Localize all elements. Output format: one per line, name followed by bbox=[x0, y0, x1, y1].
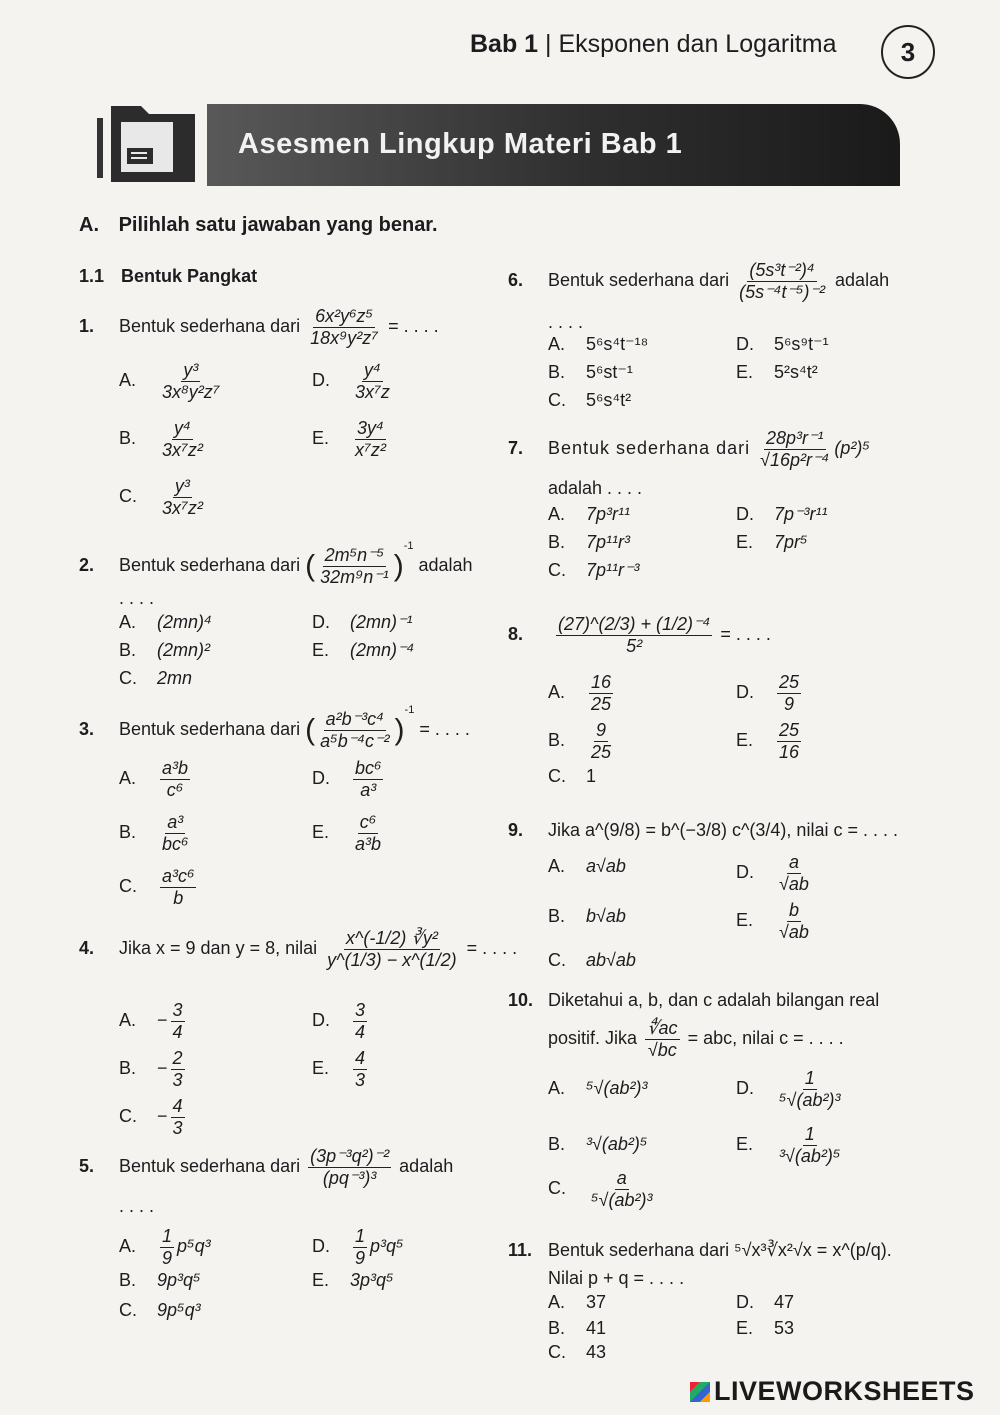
q6-fraction: $\frac{\text{(5s³t⁻²)⁴}}{\text{(5s⁻⁴t⁻⁵)⁻²}}$ bbox=[739, 260, 826, 302]
q1-option-d[interactable]: D. $\frac{\text{y⁴}}{\text{3x⁷z}}$ bbox=[312, 360, 390, 402]
chapter-label: Bab 1 bbox=[470, 30, 539, 58]
section-instruction: A. Pilihlah satu jawaban yang benar. bbox=[79, 214, 438, 236]
q10-fraction: $\frac{∜ac}{√bc}$ bbox=[647, 1018, 678, 1060]
question-1: 1. Bentuk sederhana dari $\frac{\text{6x²y⁶z⁵}}{\text{18x⁹y²z⁷}}$ = . . . . bbox=[79, 306, 439, 348]
q10-option-b[interactable]: B. ³√(ab²)⁵ bbox=[548, 1134, 648, 1154]
q7-option-c[interactable]: C. 7p¹¹r⁻³ bbox=[548, 560, 640, 580]
q10-option-e[interactable]: E. $\frac{1}{\text{³√(ab²)⁵}}$ bbox=[736, 1124, 841, 1166]
q5-option-b[interactable]: B. 9p³q⁵ bbox=[119, 1270, 201, 1290]
q2-option-d[interactable]: D. (2mn)⁻¹ bbox=[312, 612, 413, 632]
q4-fraction: $\frac{\text{x\textasciicircum{}(-1/2) ∛y²}}{y\^{}(1/3) - x\^{}(1/2)}$ bbox=[327, 928, 457, 970]
q11-line2: Nilai p + q = . . . . bbox=[548, 1268, 685, 1288]
page-number: 3 bbox=[881, 25, 935, 79]
q11-option-c[interactable]: C. 43 bbox=[548, 1342, 607, 1362]
q10-option-c[interactable]: C. $\frac{a}{\text{⁵√(ab²)³}}$ bbox=[548, 1168, 653, 1210]
q8-option-b[interactable]: B. $\frac{9}{25}$ bbox=[548, 720, 612, 762]
subsection-heading: 1.1 Bentuk Pangkat bbox=[79, 266, 258, 286]
q9-option-a[interactable]: A. a√ab bbox=[548, 856, 626, 876]
q2-option-c[interactable]: C. 2mn bbox=[119, 668, 193, 688]
q4-option-d[interactable]: D. $\frac{3}{4}$ bbox=[312, 1000, 366, 1042]
q9-option-d[interactable]: D. $\frac{a}{√ab}$ bbox=[736, 852, 809, 894]
q9-option-e[interactable]: E. $\frac{b}{√ab}$ bbox=[736, 900, 809, 942]
q11-option-d[interactable]: D. 47 bbox=[736, 1292, 795, 1312]
question-4: 4. Jika x = 9 dan y = 8, nilai $\frac{\text{x\textasciicircum{}(-1/2) ∛y²}}{y\^{}(1/3) - x\^{}(1/2)}$ = . . . . bbox=[79, 928, 518, 970]
q3-option-c[interactable]: C. $\frac{\text{a³c⁶}}{b}$ bbox=[119, 866, 195, 908]
q1-fraction: $\frac{\text{6x²y⁶z⁵}}{\text{18x⁹y²z⁷}}$ bbox=[310, 306, 379, 348]
q7-fraction: $\frac{\text{28p³r⁻¹}}{\text{√16p²r⁻⁴}}$ bbox=[760, 428, 830, 470]
q10-option-a[interactable]: A. ⁵√(ab²)³ bbox=[548, 1078, 648, 1098]
q2-option-b[interactable]: B. (2mn)² bbox=[119, 640, 210, 660]
q5-option-a[interactable]: A. $\frac{1}{9}$ p⁵q³ bbox=[119, 1226, 211, 1268]
q2-fraction: $\frac{\text{2m⁵n⁻⁵}}{\text{32m⁹n⁻¹}}$ bbox=[320, 545, 389, 587]
q7-option-e[interactable]: E. 7pr⁵ bbox=[736, 532, 808, 552]
q4-option-e[interactable]: E. $\frac{4}{3}$ bbox=[312, 1048, 366, 1090]
question-11: 11. Bentuk sederhana dari ⁵√x³∛x²√x = x^(p/q). bbox=[508, 1240, 892, 1260]
q6-option-d[interactable]: D. 5⁶s⁹t⁻¹ bbox=[736, 334, 829, 354]
q9-option-c[interactable]: C. ab√ab bbox=[548, 950, 636, 970]
q2-option-a[interactable]: A. (2mn)⁴ bbox=[119, 612, 212, 632]
q4-option-c[interactable]: C. − $\frac{4}{3}$ bbox=[119, 1096, 183, 1138]
header-separator: | bbox=[545, 30, 552, 58]
q4-option-a[interactable]: A. − $\frac{3}{4}$ bbox=[119, 1000, 183, 1042]
question-6: 6. Bentuk sederhana dari $\frac{\text{(5s³t⁻²)⁴}}{\text{(5s⁻⁴t⁻⁵)⁻²}}$ adalah bbox=[508, 260, 890, 302]
q4-option-b[interactable]: B. − $\frac{2}{3}$ bbox=[119, 1048, 183, 1090]
q11-option-a[interactable]: A. 37 bbox=[548, 1292, 607, 1312]
q3-option-d[interactable]: D. $\frac{\text{bc⁶}}{\text{a³}}$ bbox=[312, 758, 382, 800]
banner-title: Asesmen Lingkup Materi Bab 1 bbox=[238, 128, 683, 160]
question-9: 9. Jika a^(9/8) = b^(−3/8) c^(3/4), nilai c = . . . . bbox=[508, 820, 898, 840]
folder-icon bbox=[97, 96, 209, 186]
q5-option-d[interactable]: D. $\frac{1}{9}$ p³q⁵ bbox=[312, 1226, 404, 1268]
q3-fraction: $\frac{\text{a²b⁻³c⁴}}{\text{a⁵b⁻⁴c⁻²}}$ bbox=[320, 709, 390, 751]
q10-line2: positif. Jika $\frac{∜ac}{√bc}$ = abc, nilai c = . . . . bbox=[548, 1018, 844, 1060]
q5-option-e[interactable]: E. 3p³q⁵ bbox=[312, 1270, 394, 1290]
q1-option-a[interactable]: A. $\frac{\text{y³}}{\text{3x⁸y²z⁷}}$ bbox=[119, 360, 220, 402]
q9-option-b[interactable]: B. b√ab bbox=[548, 906, 626, 926]
q1-option-b[interactable]: B. $\frac{\text{y⁴}}{\text{3x⁷z²}}$ bbox=[119, 418, 203, 460]
q8-fraction: $\frac{\text{(27)\textasciicircum{}(2/3) + (1/2)⁻⁴}}{\text{5²}}$ bbox=[558, 614, 711, 656]
question-3: 3. Bentuk sederhana dari ( $\frac{\text{a²b⁻³c⁴}}{\text{a⁵b⁻⁴c⁻²}}$ )$^{-1}$ = . . . . bbox=[79, 704, 470, 751]
q5-option-c[interactable]: C. 9p⁵q³ bbox=[119, 1300, 201, 1320]
q8-option-c[interactable]: C. 1 bbox=[548, 766, 597, 786]
question-8: 8. $\frac{\text{(27)\textasciicircum{}(2/3) + (1/2)⁻⁴}}{\text{5²}}$ = . . . . bbox=[508, 614, 771, 656]
q6-option-b[interactable]: B. 5⁶st⁻¹ bbox=[548, 362, 633, 382]
q3-option-b[interactable]: B. $\frac{\text{a³}}{\text{bc⁶}}$ bbox=[119, 812, 189, 854]
q10-option-d[interactable]: D. $\frac{1}{\text{⁵√(ab²)³}}$ bbox=[736, 1068, 841, 1110]
q5-fraction: $\frac{\text{(3p⁻³q²)⁻²}}{\text{(pq⁻³)³}}$ bbox=[310, 1146, 390, 1188]
question-10: 10. Diketahui a, b, dan c adalah bilangan real bbox=[508, 990, 880, 1010]
page-header bbox=[470, 30, 836, 59]
q3-option-e[interactable]: E. $\frac{\text{c⁶}}{\text{a³b}}$ bbox=[312, 812, 382, 854]
q6-dots: . . . . bbox=[548, 312, 584, 332]
q6-option-a[interactable]: A. 5⁶s⁴t⁻¹⁸ bbox=[548, 334, 649, 354]
q1-option-e[interactable]: E. $\frac{\text{3y⁴}}{\text{x⁷z²}}$ bbox=[312, 418, 386, 460]
q7-tail: adalah . . . . bbox=[548, 478, 643, 498]
q7-option-b[interactable]: B. 7p¹¹r³ bbox=[548, 532, 630, 552]
q7-option-a[interactable]: A. 7p³r¹¹ bbox=[548, 504, 630, 524]
liveworksheets-logo-icon bbox=[690, 1382, 710, 1402]
question-5: 5. Bentuk sederhana dari $\frac{\text{(3p⁻³q²)⁻²}}{\text{(pq⁻³)³}}$ adalah bbox=[79, 1146, 454, 1188]
q6-option-e[interactable]: E. 5²s⁴t² bbox=[736, 362, 818, 382]
q3-option-a[interactable]: A. $\frac{\text{a³b}}{\text{c⁶}}$ bbox=[119, 758, 189, 800]
q8-option-e[interactable]: E. $\frac{25}{16}$ bbox=[736, 720, 800, 762]
q7-option-d[interactable]: D. 7p⁻³r¹¹ bbox=[736, 504, 828, 524]
q11-option-b[interactable]: B. 41 bbox=[548, 1318, 607, 1338]
q5-dots: . . . . bbox=[119, 1196, 155, 1216]
q8-option-d[interactable]: D. $\frac{25}{9}$ bbox=[736, 672, 800, 714]
q6-option-c[interactable]: C. 5⁶s⁴t² bbox=[548, 390, 632, 410]
q8-option-a[interactable]: A. $\frac{16}{25}$ bbox=[548, 672, 612, 714]
q1-option-c[interactable]: C. $\frac{\text{y³}}{\text{3x⁷z²}}$ bbox=[119, 476, 203, 518]
q11-option-e[interactable]: E. 53 bbox=[736, 1318, 795, 1338]
question-7: 7. Bentuk sederhana dari $\frac{\text{28p³r⁻¹}}{\text{√16p²r⁻⁴}}$ (p²)⁵ bbox=[508, 428, 870, 470]
q2-dots: . . . . bbox=[119, 588, 155, 608]
footer-brand: LIVEWORKSHEETS bbox=[690, 1376, 975, 1407]
chapter-title: Eksponen dan Logaritma bbox=[558, 30, 837, 58]
question-2: 2. Bentuk sederhana dari ( $\frac{\text{2m⁵n⁻⁵}}{\text{32m⁹n⁻¹}}$ )$^{-1}$ adalah bbox=[79, 540, 473, 587]
q2-option-e[interactable]: E. (2mn)⁻⁴ bbox=[312, 640, 415, 660]
